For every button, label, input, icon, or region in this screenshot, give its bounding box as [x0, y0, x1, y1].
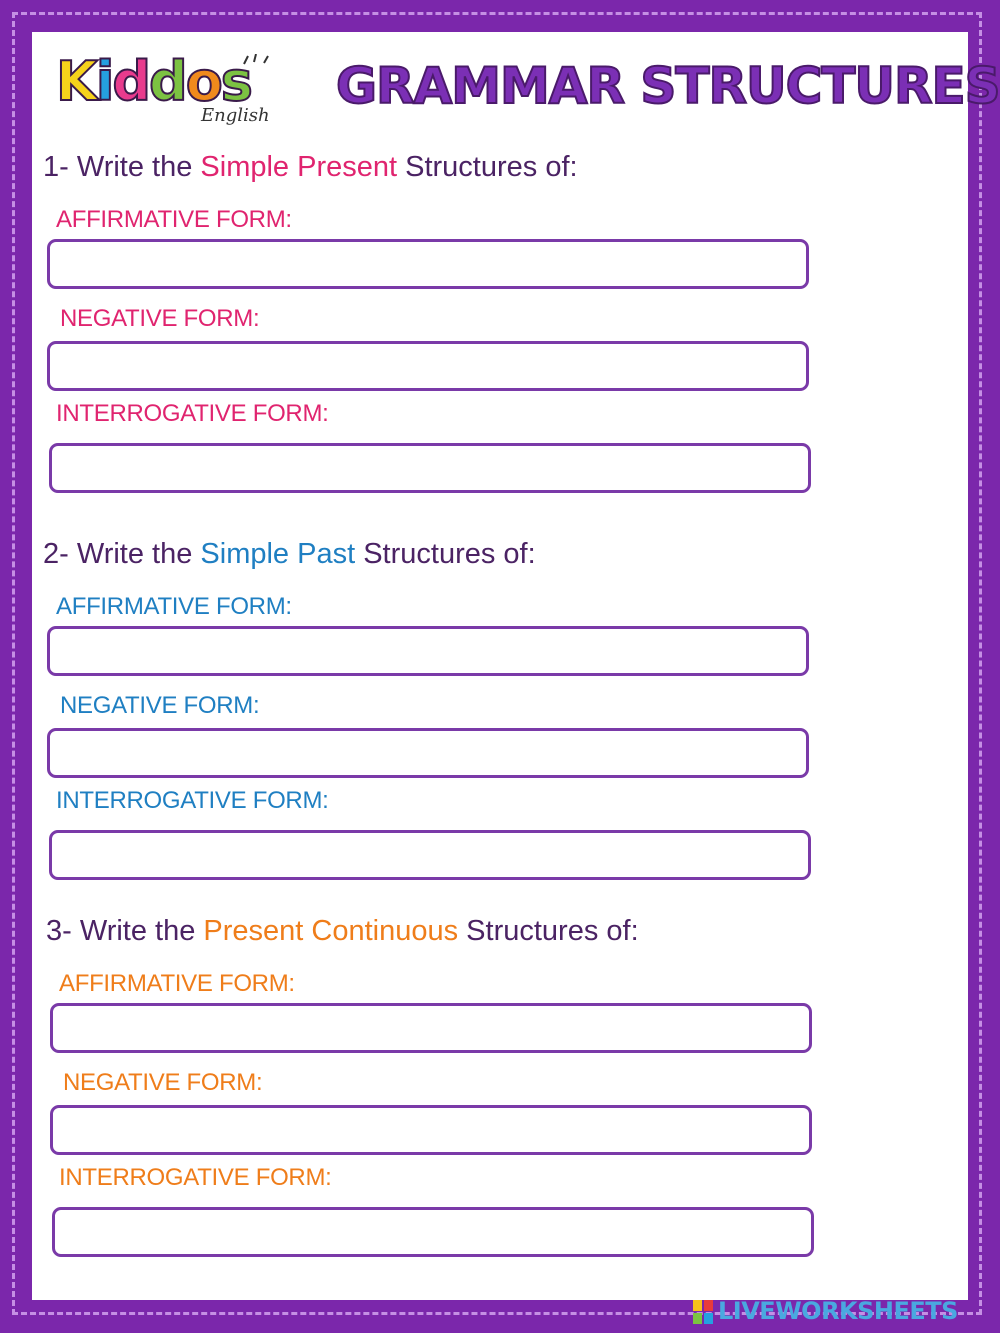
- s1-interrogative-box[interactable]: [49, 443, 811, 493]
- s3-affirmative-box[interactable]: [50, 1003, 812, 1053]
- section-2-suffix: Structures of:: [355, 538, 536, 570]
- s3-negative-input[interactable]: [53, 1108, 809, 1152]
- section-2-highlight: Simple Past: [200, 538, 356, 570]
- logo-subtitle: English: [201, 105, 270, 126]
- section-1-prefix: 1- Write the: [43, 151, 201, 183]
- s2-interrogative-label: INTERROGATIVE FORM:: [56, 787, 329, 814]
- s3-interrogative-input[interactable]: [55, 1210, 811, 1254]
- s1-interrogative-label: INTERROGATIVE FORM:: [56, 400, 329, 427]
- s1-negative-box[interactable]: [47, 341, 809, 391]
- s3-negative-label: NEGATIVE FORM:: [63, 1069, 263, 1096]
- logo-letter: s: [220, 50, 251, 113]
- section-3-suffix: Structures of:: [458, 915, 639, 947]
- section-2-heading: [43, 537, 536, 571]
- logo-letter: K: [56, 50, 96, 113]
- s3-affirmative-input[interactable]: [53, 1006, 809, 1050]
- s1-affirmative-box[interactable]: [47, 239, 809, 289]
- logo-letter: i: [95, 50, 113, 113]
- s1-affirmative-input[interactable]: [50, 242, 806, 286]
- section-1-suffix: Structures of:: [397, 151, 578, 183]
- s2-negative-input[interactable]: [50, 731, 806, 775]
- page-title: GRAMMAR STRUCTURES: [336, 57, 1000, 115]
- liveworksheets-logo-icon: [692, 1299, 714, 1325]
- s3-affirmative-label: AFFIRMATIVE FORM:: [59, 970, 295, 997]
- s2-negative-label: NEGATIVE FORM:: [60, 692, 260, 719]
- logo-letter: d: [149, 50, 186, 113]
- s1-negative-label: NEGATIVE FORM:: [60, 305, 260, 332]
- s2-affirmative-box[interactable]: [47, 626, 809, 676]
- section-3-prefix: 3- Write the: [46, 915, 204, 947]
- kiddos-logo: [56, 50, 281, 132]
- section-1-heading: [43, 150, 578, 184]
- s2-affirmative-label: AFFIRMATIVE FORM:: [56, 593, 292, 620]
- s1-interrogative-input[interactable]: [52, 446, 808, 490]
- s3-interrogative-box[interactable]: [52, 1207, 814, 1257]
- liveworksheets-watermark: [692, 1296, 958, 1326]
- s3-interrogative-label: INTERROGATIVE FORM:: [59, 1164, 332, 1191]
- section-3-heading: [46, 914, 639, 948]
- s2-negative-box[interactable]: [47, 728, 809, 778]
- logo-letter: d: [112, 50, 150, 113]
- s2-affirmative-input[interactable]: [50, 629, 806, 673]
- logo-face-icon: [236, 54, 276, 82]
- section-3-highlight: Present Continuous: [203, 915, 459, 947]
- s2-interrogative-box[interactable]: [49, 830, 811, 880]
- watermark-text: LIVEWORKSHEETS: [718, 1297, 958, 1325]
- section-1-highlight: Simple Present: [200, 151, 398, 183]
- section-2-prefix: 2- Write the: [43, 538, 201, 570]
- s1-affirmative-label: AFFIRMATIVE FORM:: [56, 206, 292, 233]
- logo-letter: o: [185, 50, 221, 113]
- s2-interrogative-input[interactable]: [52, 833, 808, 877]
- s1-negative-input[interactable]: [50, 344, 806, 388]
- s3-negative-box[interactable]: [50, 1105, 812, 1155]
